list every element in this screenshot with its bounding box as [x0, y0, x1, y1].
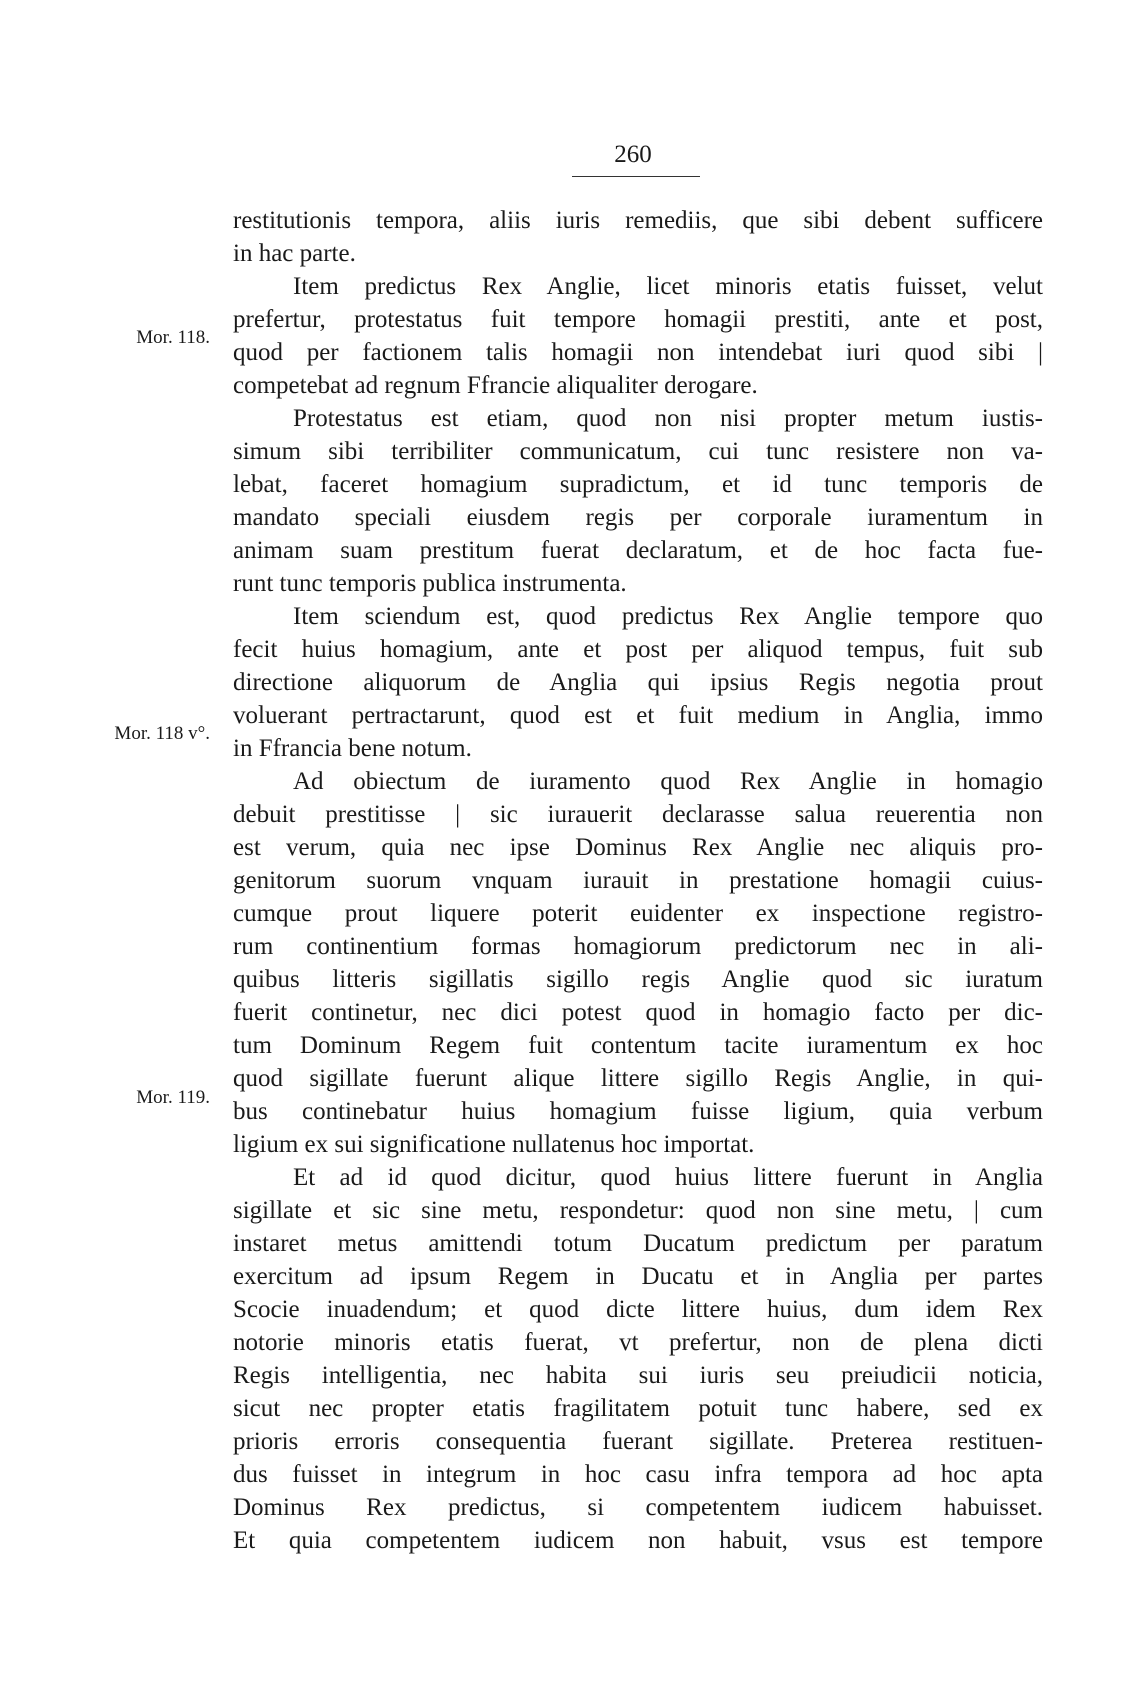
text-line: debuit prestitisse | sic iurauerit declarasse salua reuerentia non: [233, 801, 1043, 828]
text-line: restitutionis tempora, aliis iuris remediis, que sibi debent sufficere: [233, 207, 1043, 234]
text-line: Protestatus est etiam, quod non nisi propter metum iustis-: [293, 405, 1043, 432]
text-line: Item predictus Rex Anglie, licet minoris etatis fuisset, velut: [293, 273, 1043, 300]
text-line: exercitum ad ipsum Regem in Ducatu et in Anglia per partes: [233, 1263, 1043, 1290]
text-line: Dominus Rex predictus, si competentem iudicem habuisset.: [233, 1494, 1043, 1521]
text-line: Ad obiectum de iuramento quod Rex Anglie in homagio: [293, 768, 1043, 795]
text-line: genitorum suorum vnquam iurauit in prestatione homagii cuius-: [233, 867, 1043, 894]
margin-note: Mor. 119.: [136, 1087, 210, 1108]
text-line: in hac parte.: [233, 240, 356, 267]
text-line: voluerant pertractarunt, quod est et fuit medium in Anglia, immo: [233, 702, 1043, 729]
text-line: lebat, faceret homagium supradictum, et id tunc temporis de: [233, 471, 1043, 498]
text-line: quod per factionem talis homagii non intendebat iuri quod sibi |: [233, 339, 1043, 366]
text-line: ligium ex sui significatione nullatenus hoc importat.: [233, 1131, 755, 1158]
text-line: quibus litteris sigillatis sigillo regis Anglie quod sic iuratum: [233, 966, 1043, 993]
text-line: competebat ad regnum Ffrancie aliqualiter derogare.: [233, 372, 758, 399]
text-line: quod sigillate fuerunt alique littere sigillo Regis Anglie, in qui-: [233, 1065, 1043, 1092]
text-line: in Ffrancia bene notum.: [233, 735, 472, 762]
text-line: animam suam prestitum fuerat declaratum, et de hoc facta fue-: [233, 537, 1043, 564]
text-line: Et quia competentem iudicem non habuit, vsus est tempore: [233, 1527, 1043, 1554]
margin-note: Mor. 118.: [136, 327, 210, 348]
text-line: est verum, quia nec ipse Dominus Rex Anglie nec aliquis pro-: [233, 834, 1043, 861]
text-line: Et ad id quod dicitur, quod huius littere fuerunt in Anglia: [293, 1164, 1043, 1191]
text-line: Scocie inuadendum; et quod dicte littere huius, dum idem Rex: [233, 1296, 1043, 1323]
text-line: dus fuisset in integrum in hoc casu infra tempora ad hoc apta: [233, 1461, 1043, 1488]
text-line: rum continentium formas homagiorum predictorum nec in ali-: [233, 933, 1043, 960]
page-number: 260: [614, 141, 652, 168]
text-line: runt tunc temporis publica instrumenta.: [233, 570, 627, 597]
text-line: tum Dominum Regem fuit contentum tacite iuramentum ex hoc: [233, 1032, 1043, 1059]
text-line: instaret metus amittendi totum Ducatum predictum per paratum: [233, 1230, 1043, 1257]
text-line: sigillate et sic sine metu, respondetur: quod non sine metu, | cum: [233, 1197, 1043, 1224]
page-number-rule: [572, 176, 700, 177]
body-text: [233, 204, 1043, 1557]
text-line: notorie minoris etatis fuerat, vt prefertur, non de plena dicti: [233, 1329, 1043, 1356]
margin-note: Mor. 118 v°.: [114, 723, 210, 744]
text-line: Item sciendum est, quod predictus Rex Anglie tempore quo: [293, 603, 1043, 630]
text-line: mandato speciali eiusdem regis per corporale iuramentum in: [233, 504, 1043, 531]
text-line: fecit huius homagium, ante et post per aliquod tempus, fuit sub: [233, 636, 1043, 663]
text-line: bus continebatur huius homagium fuisse ligium, quia verbum: [233, 1098, 1043, 1125]
text-line: prioris erroris consequentia fuerant sigillate. Preterea restituen-: [233, 1428, 1043, 1455]
text-line: sicut nec propter etatis fragilitatem potuit tunc habere, sed ex: [233, 1395, 1043, 1422]
text-line: prefertur, protestatus fuit tempore homagii prestiti, ante et post,: [233, 306, 1043, 333]
text-line: cumque prout liquere poterit euidenter ex inspectione registro-: [233, 900, 1043, 927]
text-line: directione aliquorum de Anglia qui ipsius Regis negotia prout: [233, 669, 1043, 696]
text-line: simum sibi terribiliter communicatum, cui tunc resistere non va-: [233, 438, 1043, 465]
text-line: fuerit continetur, nec dici potest quod in homagio facto per dic-: [233, 999, 1043, 1026]
text-line: Regis intelligentia, nec habita sui iuris seu preiudicii noticia,: [233, 1362, 1043, 1389]
